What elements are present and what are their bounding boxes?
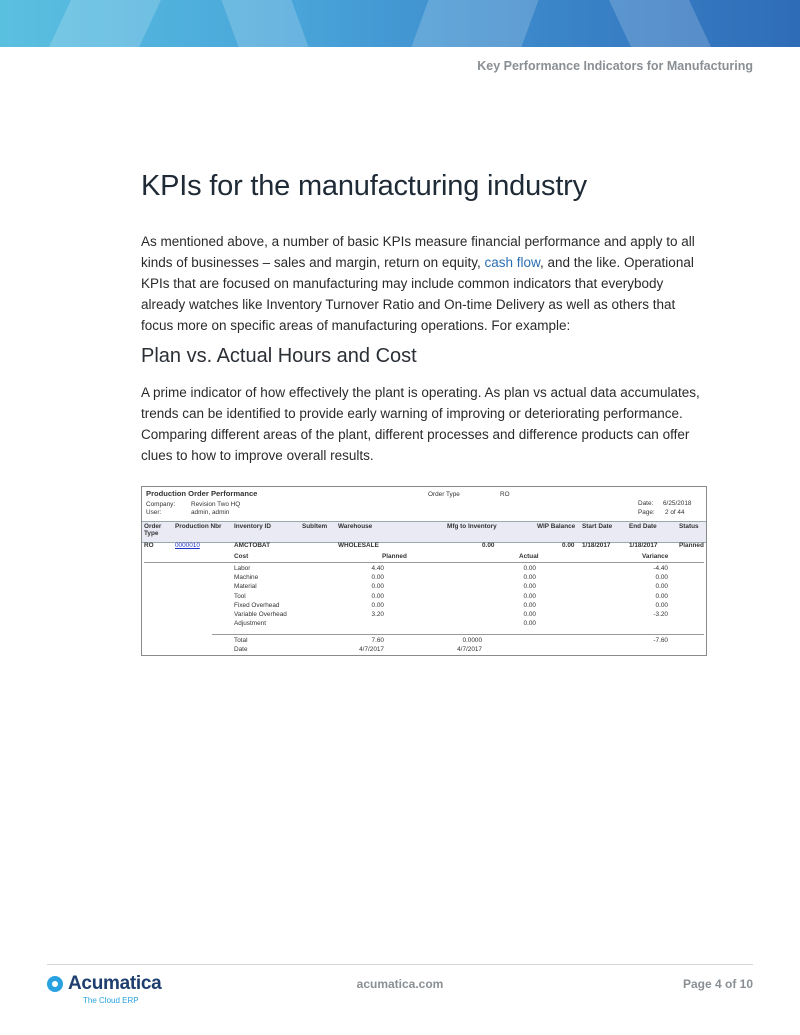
planned-header: Planned	[382, 553, 407, 560]
col-inventory-id: Inventory ID	[234, 523, 271, 530]
actual-header: Actual	[519, 553, 539, 560]
page-label: Page:	[638, 509, 655, 516]
total-planned: 7.60	[371, 637, 384, 644]
cost-row-planned: 0.00	[371, 583, 384, 591]
date-value: 6/25/2018	[663, 500, 692, 507]
cost-row-actual: 0.00	[523, 565, 536, 572]
cost-row-cost: Labor	[234, 565, 251, 572]
row-warehouse: WHOLESALE	[338, 542, 379, 549]
cost-row-planned: 3.20	[371, 611, 384, 618]
cost-row-planned: 0.00	[371, 592, 384, 600]
order-type-label: Order Type	[428, 491, 460, 498]
variance-header: Variance	[642, 553, 669, 560]
company-label: Company:	[146, 501, 176, 508]
report-column-header	[142, 521, 706, 543]
logo-text: Acumatica	[68, 973, 162, 994]
cost-row-actual: 0.00	[523, 583, 536, 591]
total-rule	[212, 634, 704, 635]
footer-divider	[47, 964, 753, 965]
row-start-date: 1/18/2017	[582, 542, 611, 549]
intro-paragraph: As mentioned above, a number of basic KPIs measure financial performance and apply to all kinds of businesses – sales and margin, return on equity, cash flow, and the like. Operational KPIs that are focused on manufacturing may include common indicators that everybody already watches like Inventory Turnover Ratio and On-time Delivery as well as others that focus more on specific areas of manufacturing operations. For example:	[141, 234, 695, 333]
row-mfg-to-inventory: 0.00	[482, 542, 495, 549]
cost-row-cost: Material	[234, 583, 257, 591]
user-value: admin, admin	[191, 509, 230, 516]
col-warehouse: Warehouse	[338, 523, 373, 530]
cost-row-planned: 0.00	[371, 574, 384, 582]
report-title: Production Order Performance	[146, 489, 258, 498]
col-status: Status	[679, 523, 699, 530]
total-mid: 0.0000	[462, 637, 482, 644]
user-label: User:	[146, 509, 162, 516]
footer-site: acumatica.com	[356, 977, 444, 991]
row-status: Planned	[679, 542, 704, 549]
cost-header: Cost	[234, 553, 249, 560]
cost-row-planned: 0.00	[371, 601, 384, 609]
cost-row-actual: 0.00	[523, 574, 536, 582]
total-label: Total	[234, 637, 248, 644]
col-end-date: End Date	[629, 523, 657, 530]
subheading: Plan vs. Actual Hours and Cost	[141, 345, 417, 367]
col-mfg-to-inventory: Mfg to Inventory	[447, 523, 497, 530]
row-wip-balance: 0.00	[562, 542, 575, 549]
cost-row-variance: 0.00	[655, 592, 668, 600]
cost-row-cost: Machine	[234, 574, 259, 582]
cost-row-cost: Tool	[234, 592, 246, 600]
section-heading: KPIs for the manufacturing industry	[141, 170, 587, 202]
cost-row-variance: 0.00	[655, 574, 668, 582]
cost-row-variance: 0.00	[655, 583, 668, 591]
date-row-planned: 4/7/2017	[359, 646, 384, 653]
cost-row-variance: -3.20	[653, 611, 668, 618]
cost-row-actual: 0.00	[523, 601, 536, 609]
cost-row-cost: Fixed Overhead	[234, 601, 280, 609]
company-value: Revision Two HQ	[191, 501, 241, 508]
cost-row-actual: 0.00	[523, 620, 536, 628]
order-type-value: RO	[500, 491, 510, 498]
page-value: 2 of 44	[665, 509, 685, 516]
cost-row-actual: 0.00	[523, 611, 536, 618]
row-inventory-id: AMCTOBAT	[234, 542, 270, 549]
col-start-date: Start Date	[582, 523, 613, 530]
cash-flow-link[interactable]: cash flow	[484, 255, 540, 270]
col-subitem: SubItem	[302, 523, 328, 530]
document-title: Key Performance Indicators for Manufacturing	[477, 59, 753, 73]
plan-vs-actual-paragraph: A prime indicator of how effectively the plant is operating. As plan vs actual data accumulates, trends can be identified to provide early warning of improving or deteriorating performance. Comparing different areas of the plant, different processes and difference products can offer clues to how to improve overall results.	[141, 385, 700, 463]
date-row-mid: 4/7/2017	[457, 646, 482, 653]
row-order-type: RO	[144, 542, 154, 549]
date-row-label: Date	[234, 646, 248, 653]
col-production-nbr: Production Nbr	[175, 523, 222, 530]
cost-row-variance: -4.40	[653, 565, 668, 572]
cost-row-cost: Variable Overhead	[234, 611, 287, 618]
col-order-type: Order Type	[144, 523, 162, 537]
cost-row-variance: 0.00	[655, 601, 668, 609]
cost-row-planned: 4.40	[371, 565, 384, 572]
production-order-report	[141, 486, 707, 656]
header-banner	[0, 0, 800, 47]
cost-row-cost: Adjustment	[234, 620, 266, 628]
row-end-date: 1/18/2017	[629, 542, 658, 549]
cost-row-actual: 0.00	[523, 592, 536, 600]
production-nbr-link[interactable]: 0000010	[175, 542, 200, 549]
col-wip-balance: WIP Balance	[537, 523, 576, 530]
page-number: Page 4 of 10	[682, 977, 753, 991]
total-variance: -7.60	[653, 637, 668, 644]
date-label: Date:	[638, 500, 654, 507]
logo-tagline: The Cloud ERP	[83, 996, 139, 1005]
cost-header-rule	[144, 562, 704, 563]
